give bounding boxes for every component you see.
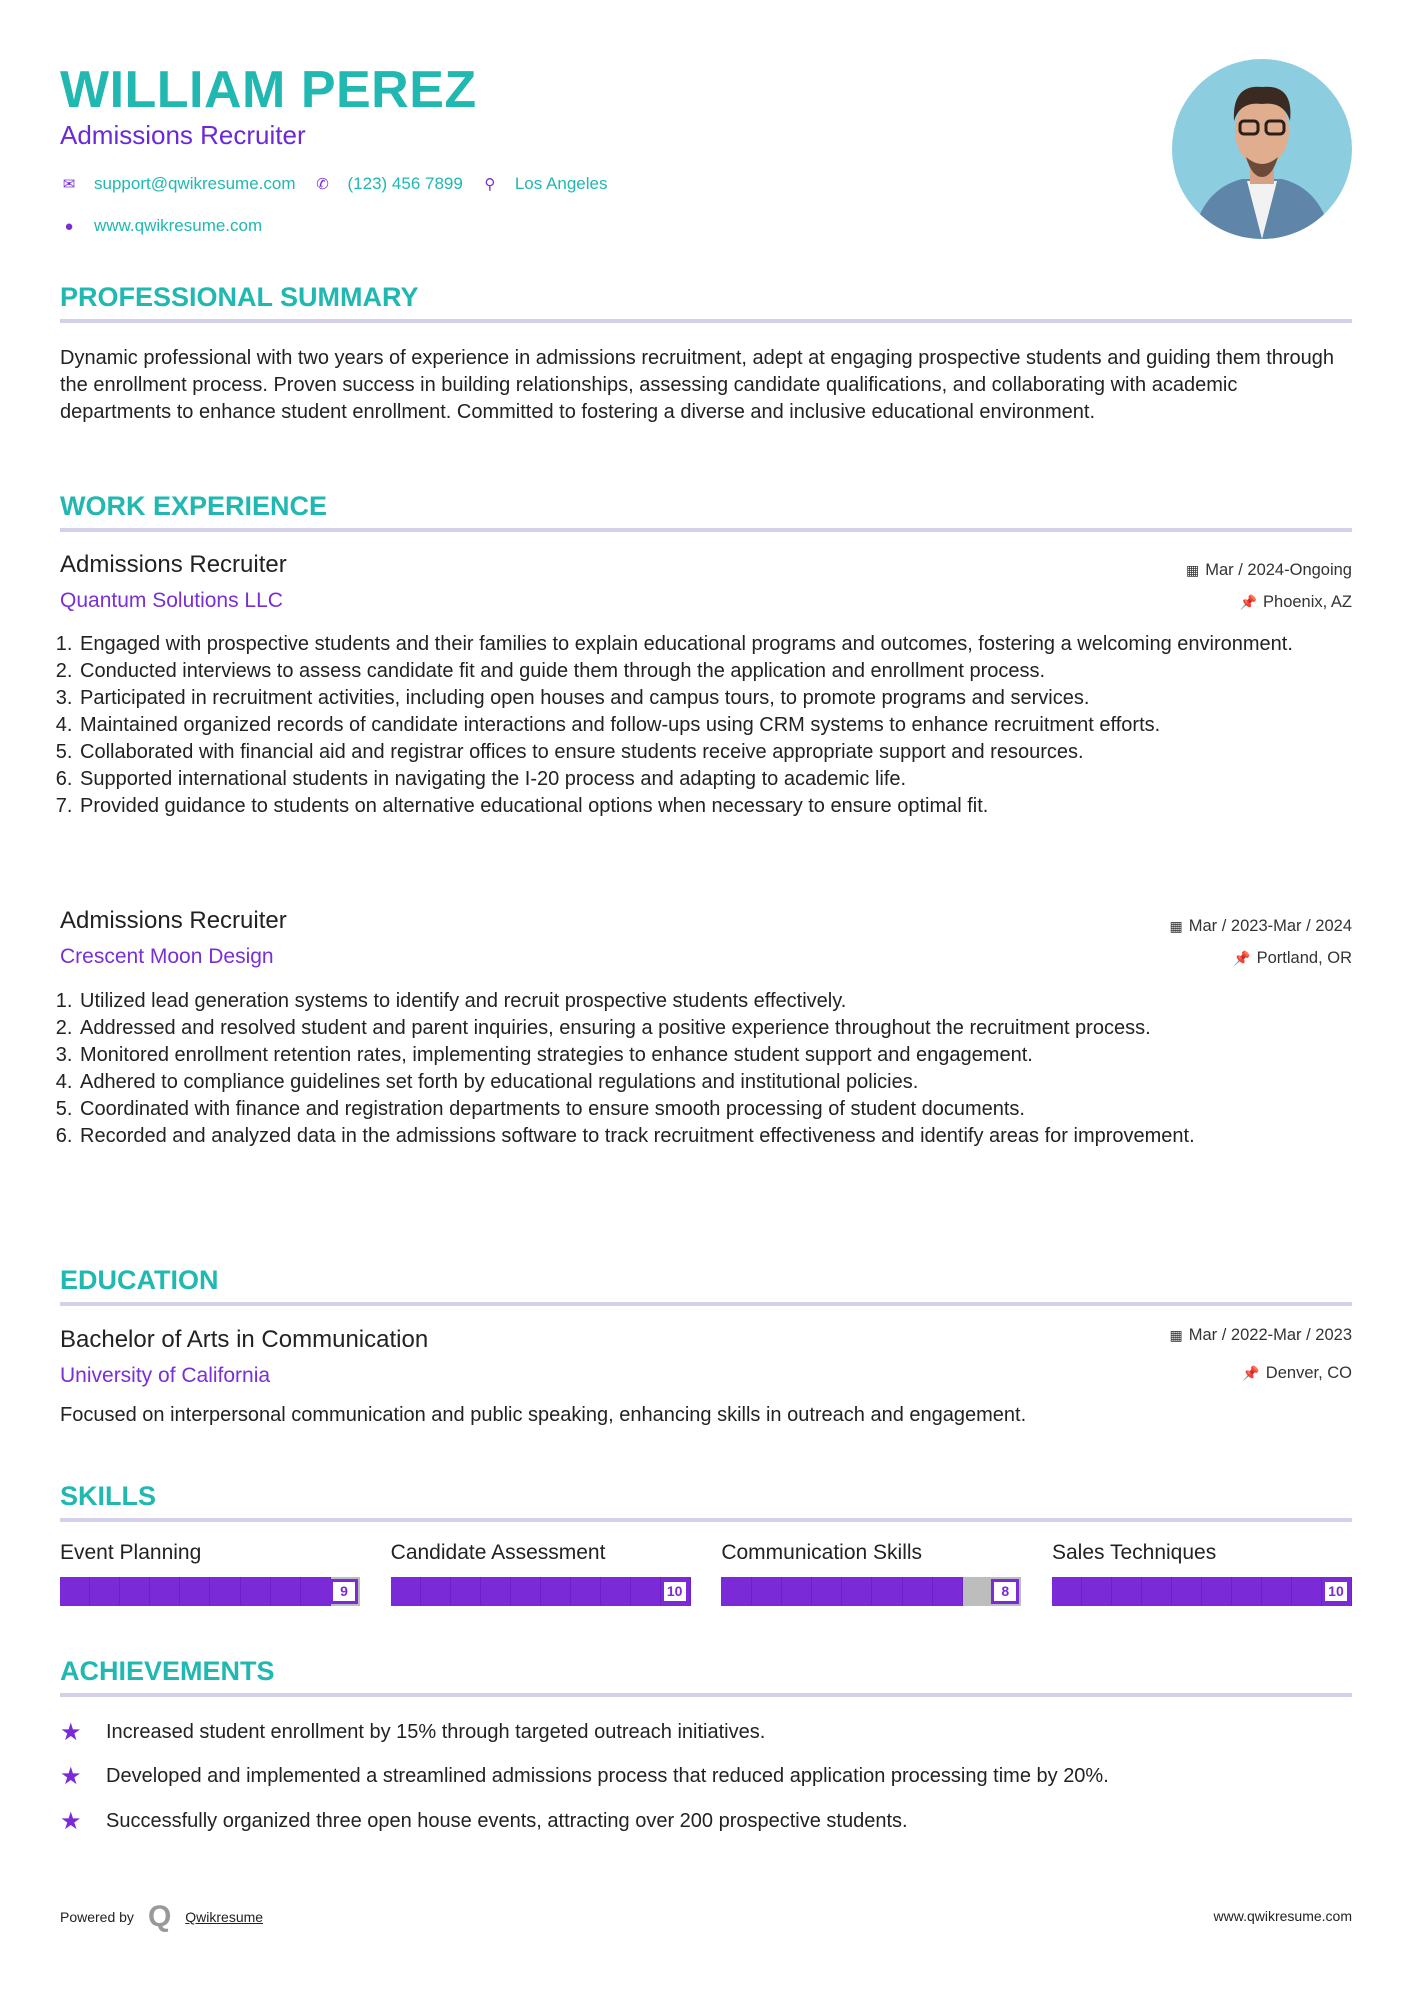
- powered-by-label: Powered by: [60, 1909, 134, 1925]
- skill-segment: [150, 1577, 180, 1606]
- skills-section: [60, 1481, 1352, 1522]
- degree-title: Bachelor of Arts in Communication: [60, 1326, 429, 1353]
- skill-segment: [721, 1577, 751, 1606]
- list-item: 1. Engaged with prospective students and their families to explain educational programs and outcomes, fostering a welcoming environment.: [78, 631, 1330, 658]
- education-description: Focused on interpersonal communication and public speaking, enhancing skills in outreach and engagement.: [60, 1404, 1027, 1426]
- location-pin-icon: ⚲: [484, 176, 496, 193]
- job-2-company: Crescent Moon Design: [60, 945, 274, 968]
- calendar-icon: ▦: [1186, 562, 1200, 578]
- skill-level-bar: [1052, 1577, 1352, 1606]
- list-item: 4. Maintained organized records of candidate interactions and follow-ups using CRM systems to enhance recruitment efforts.: [78, 712, 1330, 739]
- star-icon: ★: [60, 1719, 82, 1746]
- skill-segment: [1262, 1577, 1292, 1606]
- skill-item: [1052, 1541, 1352, 1606]
- section-heading: SKILLS: [60, 1481, 157, 1511]
- education-location: [1242, 1364, 1352, 1383]
- profile-photo: [1172, 59, 1352, 239]
- skill-segment: [872, 1577, 902, 1606]
- location-text: Portland, OR: [1256, 949, 1352, 967]
- skill-segment: [752, 1577, 782, 1606]
- skill-level-badge: 8: [991, 1579, 1019, 1604]
- skill-segment: [963, 1577, 992, 1606]
- skill-segment: [631, 1577, 661, 1606]
- skill-item: [391, 1541, 691, 1606]
- website-link[interactable]: www.qwikresume.com: [94, 216, 263, 235]
- list-item: 4. Adhered to compliance guidelines set forth by educational regulations and institutional policies.: [78, 1069, 1330, 1096]
- skill-level-badge: 10: [661, 1579, 689, 1604]
- skill-segment: [90, 1577, 120, 1606]
- skill-name: Communication Skills: [721, 1541, 923, 1564]
- email-icon: ✉: [62, 176, 76, 193]
- globe-icon: ●: [64, 217, 74, 235]
- calendar-icon: ▦: [1169, 918, 1183, 934]
- education-dates: [1170, 1326, 1352, 1345]
- brand-link[interactable]: Qwikresume: [185, 1909, 264, 1925]
- section-divider: [60, 319, 1352, 323]
- achievements-section: [60, 1656, 1352, 1697]
- location-text: Phoenix, AZ: [1263, 593, 1352, 611]
- list-item: 5. Coordinated with finance and registration departments to ensure smooth processing of student documents.: [78, 1096, 1330, 1123]
- candidate-name: WILLIAM PEREZ: [60, 61, 477, 119]
- skill-segment: [1232, 1577, 1262, 1606]
- skill-segment: [1112, 1577, 1142, 1606]
- achievement-item: [60, 1807, 908, 1836]
- job-1-bullets: [60, 631, 1330, 820]
- list-item: 3. Participated in recruitment activities, including open houses and campus tours, to promote programs and services.: [78, 685, 1330, 712]
- skill-segment: [421, 1577, 451, 1606]
- skill-segment: [903, 1577, 933, 1606]
- skill-item: [721, 1541, 1021, 1606]
- skills-list: [60, 1541, 1352, 1606]
- dates-text: Mar / 2022-Mar / 2023: [1188, 1326, 1352, 1344]
- section-divider: [60, 1693, 1352, 1697]
- skill-segment: [1172, 1577, 1202, 1606]
- section-heading: EDUCATION: [60, 1265, 219, 1295]
- skill-segment: [601, 1577, 631, 1606]
- skill-segment: [1142, 1577, 1172, 1606]
- dates-text: Mar / 2024-Ongoing: [1205, 561, 1352, 579]
- skill-level-badge: 9: [330, 1579, 358, 1604]
- skill-segment: [511, 1577, 541, 1606]
- skill-segment: [60, 1577, 90, 1606]
- skill-segment: [541, 1577, 571, 1606]
- skill-name: Event Planning: [60, 1541, 202, 1564]
- skill-segment: [391, 1577, 421, 1606]
- footer-website[interactable]: www.qwikresume.com: [1213, 1908, 1352, 1924]
- skill-segment: [782, 1577, 812, 1606]
- section-divider: [60, 528, 1352, 532]
- skill-level-bar: [721, 1577, 1021, 1606]
- phone-icon: ✆: [316, 176, 329, 193]
- job-2-title: Admissions Recruiter: [60, 907, 287, 934]
- skill-segment: [120, 1577, 150, 1606]
- skill-segment: [812, 1577, 842, 1606]
- contact-row: [60, 174, 625, 194]
- location-text: Los Angeles: [514, 174, 608, 193]
- calendar-icon: ▦: [1169, 1327, 1183, 1343]
- skill-segment: [451, 1577, 481, 1606]
- skill-level-bar: [391, 1577, 691, 1606]
- website-row: [60, 216, 280, 236]
- skill-name: Candidate Assessment: [390, 1541, 606, 1564]
- section-heading: PROFESSIONAL SUMMARY: [60, 282, 419, 312]
- list-item: 2. Conducted interviews to assess candidate fit and guide them through the application and enrollment process.: [78, 658, 1330, 685]
- skill-segment: [1052, 1577, 1082, 1606]
- phone-text: (123) 456 7899: [347, 174, 463, 193]
- skill-level-bar: [60, 1577, 360, 1606]
- job-1-title: Admissions Recruiter: [60, 551, 287, 578]
- school-name: University of California: [60, 1364, 271, 1387]
- achievement-item: [60, 1762, 1109, 1791]
- pin-icon: 📌: [1239, 594, 1258, 610]
- skill-segment: [842, 1577, 872, 1606]
- skill-segment: [271, 1577, 301, 1606]
- achievement-text: Successfully organized three open house events, attracting over 200 prospective students.: [106, 1810, 908, 1832]
- skill-segment: [180, 1577, 210, 1606]
- job-title: Admissions Recruiter: [60, 120, 306, 150]
- list-item: 6. Recorded and analyzed data in the admissions software to track recruitment effectiveness and identify areas for improvement.: [78, 1123, 1330, 1150]
- skill-segment: [210, 1577, 240, 1606]
- achievement-text: Increased student enrollment by 15% through targeted outreach initiatives.: [106, 1721, 766, 1743]
- list-item: 2. Addressed and resolved student and parent inquiries, ensuring a positive experience throughout the recruitment process.: [78, 1015, 1330, 1042]
- pin-icon: 📌: [1233, 950, 1251, 966]
- job-2-location: [1233, 949, 1352, 968]
- job-2-bullets: [60, 988, 1330, 1150]
- skill-level-badge: 10: [1322, 1579, 1350, 1604]
- job-1-dates: [1186, 561, 1352, 580]
- experience-section: [60, 491, 1352, 532]
- section-heading: WORK EXPERIENCE: [60, 491, 328, 521]
- skill-segment: [1082, 1577, 1112, 1606]
- skill-segment: [301, 1577, 331, 1606]
- list-item: 3. Monitored enrollment retention rates, implementing strategies to enhance student support and engagement.: [78, 1042, 1330, 1069]
- achievement-item: [60, 1718, 765, 1747]
- skill-segment: [1292, 1577, 1322, 1606]
- skill-name: Sales Techniques: [1051, 1541, 1217, 1564]
- list-item: 6. Supported international students in navigating the I-20 process and adapting to academic life.: [78, 766, 1330, 793]
- skill-segment: [241, 1577, 271, 1606]
- star-icon: ★: [60, 1763, 82, 1790]
- footer-powered: [60, 1900, 263, 1934]
- skill-segment: [571, 1577, 601, 1606]
- section-heading: ACHIEVEMENTS: [60, 1656, 275, 1686]
- list-item: 5. Collaborated with financial aid and registrar offices to ensure students receive appropriate support and resources.: [78, 739, 1330, 766]
- job-1-location: [1240, 593, 1352, 612]
- section-divider: [60, 1518, 1352, 1522]
- summary-text: Dynamic professional with two years of experience in admissions recruitment, adept at engaging prospective students and guiding them through the enrollment process. Proven success in building relationships, assessing candidate qualifications, and collaborating with academic departments to enhance student enrollment. Committed to fostering a diverse and inclusive educational environment.: [60, 347, 1335, 423]
- job-1-company: Quantum Solutions LLC: [60, 589, 283, 612]
- skill-item: [60, 1541, 360, 1606]
- list-item: 1. Utilized lead generation systems to identify and recruit prospective students effectively.: [78, 988, 1330, 1015]
- dates-text: Mar / 2023-Mar / 2024: [1188, 917, 1352, 935]
- location-text: Denver, CO: [1265, 1364, 1352, 1382]
- section-divider: [60, 1302, 1352, 1306]
- skill-segment: [1202, 1577, 1232, 1606]
- job-2-dates: [1170, 917, 1352, 936]
- list-item: 7. Provided guidance to students on alternative educational options when necessary to ensure optimal fit.: [78, 793, 1330, 820]
- star-icon: ★: [60, 1808, 82, 1835]
- skill-segment: [481, 1577, 511, 1606]
- pin-icon: 📌: [1242, 1365, 1260, 1381]
- education-section: [60, 1265, 1352, 1306]
- skill-segment: [933, 1577, 963, 1606]
- achievement-text: Developed and implemented a streamlined admissions process that reduced application processing time by 20%.: [106, 1765, 1109, 1787]
- qwikresume-logo-icon: Q: [147, 1900, 172, 1933]
- summary-section: [60, 282, 1352, 323]
- email-link[interactable]: support@qwikresume.com: [94, 174, 296, 193]
